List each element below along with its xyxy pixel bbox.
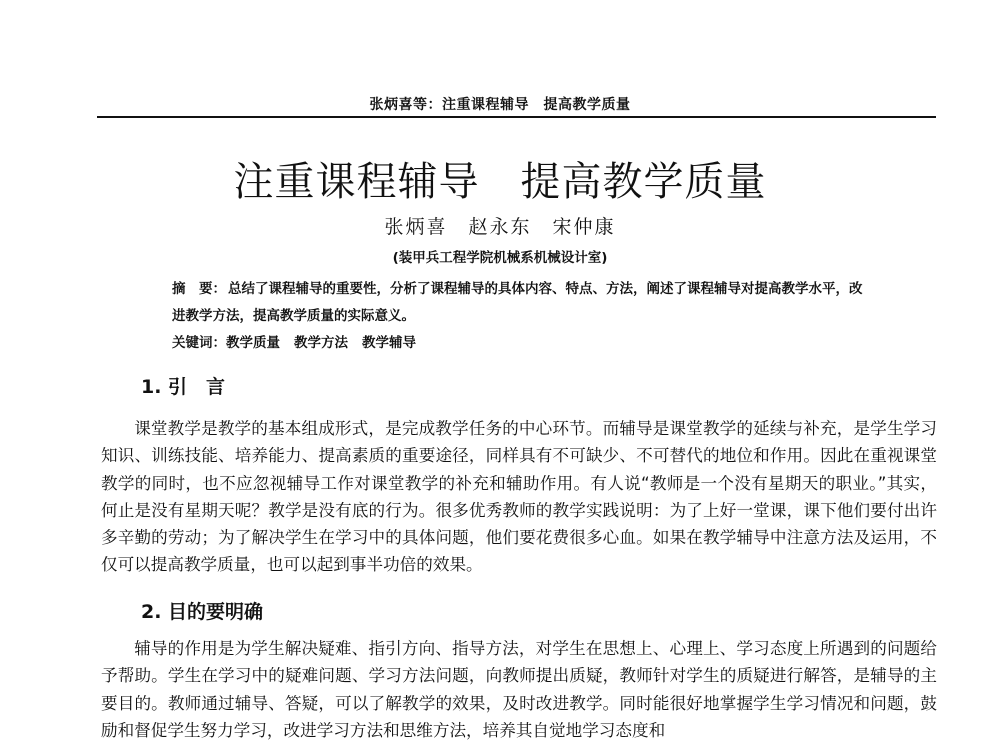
authors: 张炳喜 赵永东 宋仲康 xyxy=(384,216,616,238)
section-paragraph-introduction: 课堂教学是教学的基本组成形式，是完成教学任务的中心环节。而辅导是课堂教学的延续与补充，是学生学习知识、训练技能、培养能力、提高素质的重要途径，同样具有不可缺少、不可替代的地位和作用。因此在重视课堂教学的同时，也不应忽视辅导工作对课堂教学的补充和辅助作用。有人说“教师是一个没有星期天的职业。”其实，何止是没有星期天呢？教学是没有底的行为。很多优秀教师的教学实践说明：为了上好一堂课，课下他们要付出许多辛勤的劳动；为了解决学生在学习中的具体问题，他们要花费很多心血。如果在教学辅导中注意方法及运用，不仅可以提高教学质量，也可以起到事半功倍的效果。 xyxy=(101,419,937,575)
keyword: 教学辅导 xyxy=(362,335,416,351)
section-paragraph-purpose: 辅导的作用是为学生解决疑难、指引方向、指导方法，对学生在思想上、心理上、学习态度上所遇到的问题给予帮助。学生在学习中的疑难问题、学习方法问题，向教师提出质疑，教师针对学生的质疑进行解答，是辅导的主要目的。教师通过辅导、答疑，可以了解教学的效果，及时改进教学。同时能很好地掌握学生学习情况和问题，鼓励和督促学生努力学习，改进学习方法和思维方法，培养其自觉地学习态度和 xyxy=(101,639,937,740)
header-rule xyxy=(97,116,936,118)
section-heading-purpose: 2. 目的要明确 xyxy=(141,601,264,623)
abstract xyxy=(172,276,872,330)
affiliation: (装甲兵工程学院机械系机械设计室) xyxy=(392,250,608,266)
abstract-text: 总结了课程辅导的重要性，分析了课程辅导的具体内容、特点、方法，阐述了课程辅导对提高教学水平，改进教学方法，提高教学质量的实际意义。 xyxy=(172,281,863,324)
keyword: 教学方法 xyxy=(294,335,348,351)
running-header: 张炳喜等：注重课程辅导 提高教学质量 xyxy=(369,97,631,113)
keywords xyxy=(172,331,872,351)
abstract-label: 摘 要： xyxy=(172,281,226,297)
paper-title: 注重课程辅导 提高教学质量 xyxy=(233,159,767,205)
keywords-label: 关键词： xyxy=(172,335,226,351)
section-heading-introduction: 1. 引 言 xyxy=(141,376,226,398)
keyword: 教学质量 xyxy=(226,335,280,351)
